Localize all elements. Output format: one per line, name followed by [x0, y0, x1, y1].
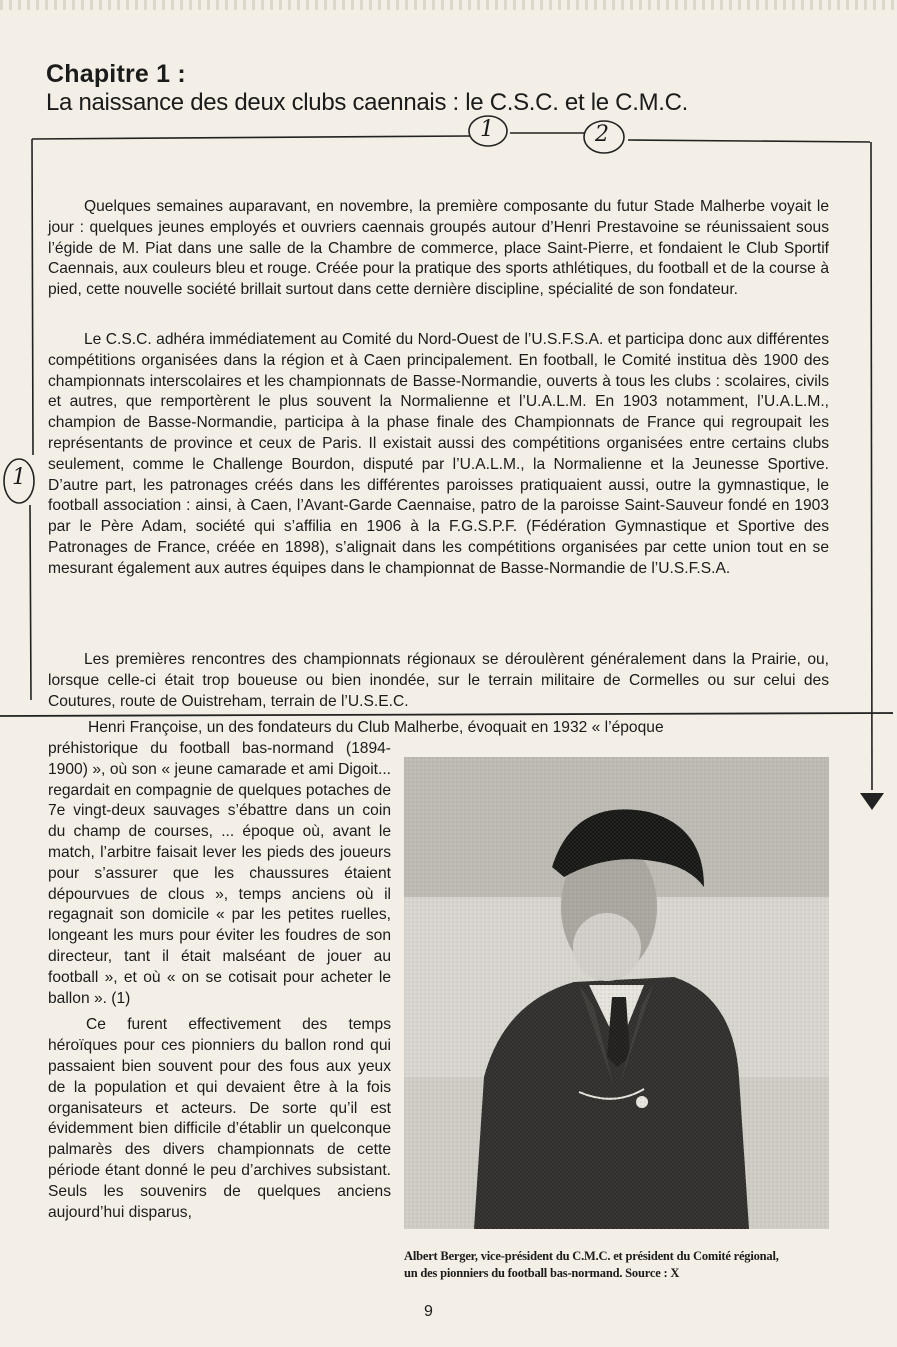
caption-line-2: un des pionniers du football bas-normand. Source : X	[404, 1266, 680, 1280]
annotation-marker-2: 2	[595, 122, 609, 147]
chapter-title: La naissance des deux clubs caennais : le C.S.C. et le C.M.C.	[46, 89, 689, 116]
paragraph-4-first-line: Henri Françoise, un des fondateurs du Club Malherbe, évoquait en 1932 « l’époque	[88, 719, 664, 736]
margin-annotation-marker: 1	[12, 465, 26, 490]
paragraph-2: Le C.S.C. adhéra immédiatement au Comité du Nord-Ouest de l’U.S.F.S.A. et participa donc aux différentes compétitions organisées dans la région et à Caen principalement. En football, le Comité institua dès 1900 des championnats interscolaires et les championnats de Basse-Normandie, ouverts à tous les clubs : scolaires, civils et autres, que remportèrent le plus souvent la Normalienne et l’U.A.L.M. En 1903 notamment, l’U.A.L.M., champion de Basse-Normandie, participa à la phase finale des Championnats de France qui regroupait les représentants de province et ceux de Paris. Il existait aussi des compétitions organisées entre certains clubs seulement, comme le Challenge Bourdon, disputé par l’U.A.L.M., la Normalienne et la Jeunesse Sportive. D’autre part, les patronages créés dans les différentes paroisses pratiquaient aussi, outre la gymnastique, le football association : ainsi, à Caen, l’Avant-Garde Caennaise, patro de la paroisse Saint-Sauveur fondé en 1903 par le Père Adam, société qui s’affilia en 1906 à la F.G.S.P.F. (Fédération Gymnastique et Sportive des Patronages de France, créée en 1898), s’alignait dans les compétitions organisées par cette union tout en se mesurant également aux autres équipes dans le championnat de Basse-Normandie de l’U.S.F.S.A.	[48, 331, 829, 577]
scan-edge	[0, 0, 897, 10]
paragraph-3: Les premières rencontres des championnats régionaux se déroulèrent généralement dans la Prairie, ou, lorsque celle-ci était trop boueuse ou bien inondée, sur le terrain militaire de Cormelles ou sur celui des Coutures, route de Ouistreham, terrain de l’U.S.E.C.	[48, 651, 829, 710]
portrait-photo	[404, 757, 829, 1229]
page-number: 9	[424, 1303, 433, 1320]
left-text-column	[48, 739, 391, 1223]
paragraph-4-body: préhistorique du football bas-normand (1894-1900) », où son « jeune camarade et ami Digoit... regardait en compagnie de quelques potaches de 7e vingt-deux sauvages s’ébattre dans un coin du champ de courses, ... époque où, avant le match, l’arbitre faisait lever les pieds des joueurs pour s’assurer que les chaussures étaient dépourvues de clous », temps anciens où il regagnait son domicile « par les petites ruelles, longeant les murs pour éviter les foudres de son directeur, tant il était malséant de jouer au football », et où « on se cotisait pour acheter le ballon ». (1)	[48, 740, 391, 1007]
annotation-marker-1: 1	[480, 117, 494, 142]
chapter-label: Chapitre 1 :	[46, 60, 186, 88]
paragraph-1: Quelques semaines auparavant, en novembre, la première composante du futur Stade Malherbe voyait le jour : quelques jeunes employés et ouvriers caennais groupés autour d’Henri Prestavoine se réunissaient sous l’égide de M. Piat dans une salle de la Chambre de commerce, place Saint-Pierre, et fondaient le Club Sportif Caennais, aux couleurs bleu et rouge. Créée pour la pratique des sports athlétiques, du football et de la course à pied, cette nouvelle société brillait surtout dans cette dernière discipline, spécialité de son fondateur.	[48, 198, 829, 299]
paragraph-5: Ce furent effectivement des temps héroïques pour ces pionniers du ballon rond qui passaient bien souvent pour des fous aux yeux de la population et qui devaient être à la fois organisateurs et acteurs. De sorte qu’il est évidemment bien difficile d’établir un quelconque palmarès des divers championnats de cette période étant donné le peu d’archives subsistant. Seuls les souvenirs de quelques anciens aujourd’hui disparus,	[48, 1016, 391, 1221]
caption-line-1: Albert Berger, vice-président du C.M.C. et président du Comité régional,	[404, 1249, 779, 1263]
photo-caption	[404, 1248, 829, 1282]
